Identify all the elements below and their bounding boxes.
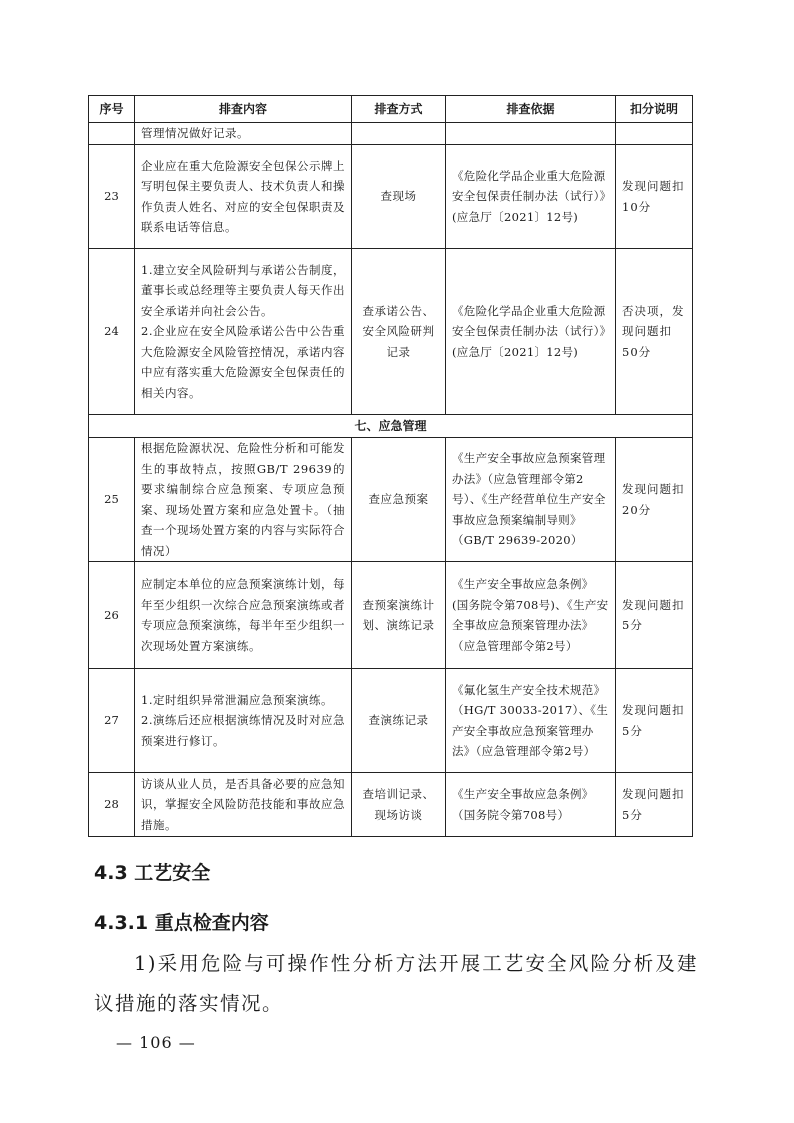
table-row-continued bbox=[89, 123, 693, 145]
cell-number: 25 bbox=[89, 438, 135, 562]
header-basis: 排查依据 bbox=[446, 96, 616, 123]
cell-note: 发现问题扣5分 bbox=[616, 562, 693, 669]
table-row bbox=[89, 438, 693, 562]
cell-method: 查承诺公告、安全风险研判记录 bbox=[352, 249, 446, 415]
header-number: 序号 bbox=[89, 96, 135, 123]
cell-method bbox=[352, 123, 446, 145]
cell-basis bbox=[446, 123, 616, 145]
cell-note bbox=[616, 123, 693, 145]
cell-number: 23 bbox=[89, 145, 135, 249]
cell-note: 发现问题扣5分 bbox=[616, 669, 693, 773]
table-header-row bbox=[89, 96, 693, 123]
cell-number: 27 bbox=[89, 669, 135, 773]
header-content: 排查内容 bbox=[135, 96, 352, 123]
cell-note: 发现问题扣20分 bbox=[616, 438, 693, 562]
cell-content: 1.建立安全风险研判与承诺公告制度，董事长或总经理等主要负责人每天作出安全承诺并向社会公告。 2.企业应在安全风险承诺公告中公告重大危险源安全风险管控情况，承诺内容中应有落实重大危险源安全包保责任的相关内容。 bbox=[135, 249, 352, 415]
inspection-table bbox=[88, 95, 693, 837]
cell-method: 查预案演练计划、演练记录 bbox=[352, 562, 446, 669]
cell-method: 查应急预案 bbox=[352, 438, 446, 562]
section-heading: 4.3 工艺安全 bbox=[94, 862, 211, 884]
cell-basis: 《生产安全事故应急条例》（国务院令第708号） bbox=[446, 773, 616, 837]
subsection-heading: 4.3.1 重点检查内容 bbox=[94, 912, 269, 934]
page-number: — 106 — bbox=[116, 1033, 196, 1052]
cell-note: 发现问题扣5分 bbox=[616, 773, 693, 837]
cell-note: 否决项，发现问题扣50分 bbox=[616, 249, 693, 415]
cell-method: 查现场 bbox=[352, 145, 446, 249]
header-note: 扣分说明 bbox=[616, 96, 693, 123]
cell-number: 26 bbox=[89, 562, 135, 669]
table-row bbox=[89, 145, 693, 249]
table-row bbox=[89, 669, 693, 773]
cell-number: 24 bbox=[89, 249, 135, 415]
cell-method: 查培训记录、现场访谈 bbox=[352, 773, 446, 837]
cell-basis: 《危险化学品企业重大危险源安全包保责任制办法（试行）》(应急厅〔2021〕12号) bbox=[446, 249, 616, 415]
table-row bbox=[89, 249, 693, 415]
cell-basis: 《生产安全事故应急条例》(国务院令第708号)、《生产安全事故应急预案管理办法》（应急管理部令第2号） bbox=[446, 562, 616, 669]
cell-number bbox=[89, 123, 135, 145]
table-row bbox=[89, 562, 693, 669]
cell-content: 1.定时组织异常泄漏应急预案演练。 2.演练后还应根据演练情况及时对应急预案进行修订。 bbox=[135, 669, 352, 773]
cell-content: 访谈从业人员，是否具备必要的应急知识，掌握安全风险防范技能和事故应急措施。 bbox=[135, 773, 352, 837]
section-row bbox=[89, 415, 693, 438]
cell-content: 根据危险源状况、危险性分析和可能发生的事故特点，按照GB/T 29639的要求编制综合应急预案、专项应急预案、现场处置方案和应急处置卡。（抽查一个现场处置方案的内容与实际符合情况） bbox=[135, 438, 352, 562]
cell-basis: 《氟化氢生产安全技术规范》（HG/T 30033-2017）、《生产安全事故应急预案管理办法》（应急管理部令第2号） bbox=[446, 669, 616, 773]
cell-basis: 《危险化学品企业重大危险源安全包保责任制办法（试行）》(应急厅〔2021〕12号) bbox=[446, 145, 616, 249]
cell-content: 企业应在重大危险源安全包保公示牌上写明包保主要负责人、技术负责人和操作负责人姓名、对应的安全包保职责及联系电话等信息。 bbox=[135, 145, 352, 249]
header-method: 排查方式 bbox=[352, 96, 446, 123]
cell-content: 管理情况做好记录。 bbox=[135, 123, 352, 145]
table-row bbox=[89, 773, 693, 837]
cell-basis: 《生产安全事故应急预案管理办法》（应急管理部令第2号）、《生产经营单位生产安全事故应急预案编制导则》（GB/T 29639-2020） bbox=[446, 438, 616, 562]
cell-note: 发现问题扣10分 bbox=[616, 145, 693, 249]
cell-number: 28 bbox=[89, 773, 135, 837]
cell-method: 查演练记录 bbox=[352, 669, 446, 773]
cell-content: 应制定本单位的应急预案演练计划，每年至少组织一次综合应急预案演练或者专项应急预案演练，每半年至少组织一次现场处置方案演练。 bbox=[135, 562, 352, 669]
section-title: 七、应急管理 bbox=[89, 415, 693, 438]
body-paragraph: 1)采用危险与可操作性分析方法开展工艺安全风险分析及建议措施的落实情况。 bbox=[94, 952, 698, 1015]
